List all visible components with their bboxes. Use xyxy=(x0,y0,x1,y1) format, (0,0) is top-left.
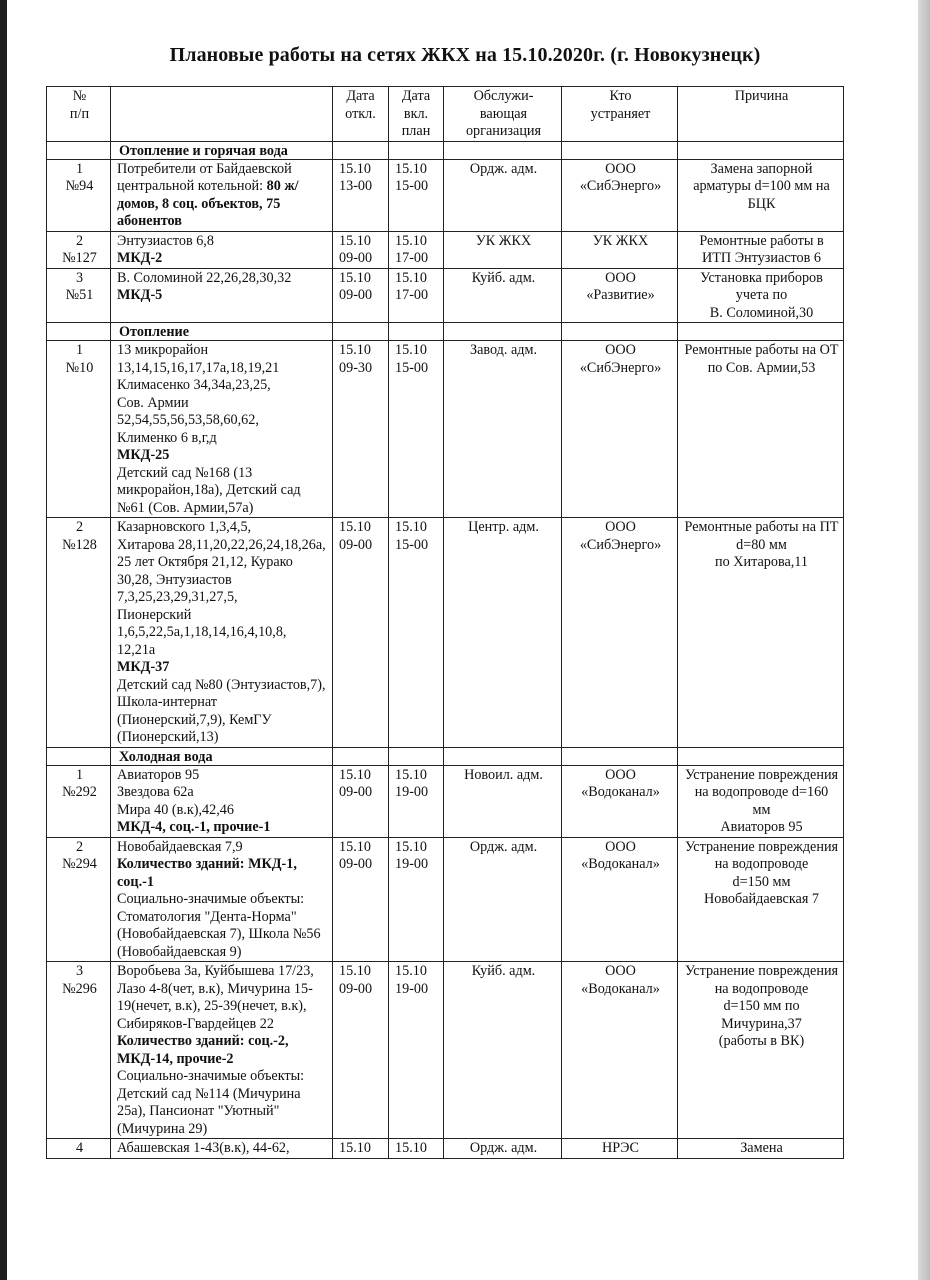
cell-line: МКД-25 xyxy=(117,447,170,463)
cell-line: ООО xyxy=(605,766,636,783)
cell-line: Потребители от Байдаевской центральной котельной: xyxy=(117,160,292,194)
cell-line: 15.10 xyxy=(339,766,371,783)
row-id: №292 xyxy=(62,784,97,800)
cell-date-on xyxy=(389,962,444,1139)
cell-line: Замена xyxy=(740,1140,783,1156)
cell-line: Детский сад №80 (Энтузиастов,7), Школа-интернат (Пионерский,7,9), КемГУ (Пионерский,13) xyxy=(117,676,326,745)
cell-line: 13-00 xyxy=(339,178,373,194)
cell-org: Куйб. адм. xyxy=(444,962,562,1139)
cell-reason xyxy=(678,159,844,231)
cell-who xyxy=(562,231,678,268)
section-blank xyxy=(444,323,562,341)
cell-line: 15-00 xyxy=(395,359,429,376)
table-row xyxy=(47,341,844,518)
table-row xyxy=(47,231,844,268)
row-id: №128 xyxy=(62,536,97,553)
cell-line: Устранение повреждения на водопроводе d=160 мм xyxy=(684,766,839,818)
section-blank xyxy=(389,747,444,765)
cell-address xyxy=(111,268,333,323)
cell-line: ООО xyxy=(605,269,636,286)
cell-line: 15.10 xyxy=(395,766,427,783)
cell-line: МКД-4, соц.-1, прочие-1 xyxy=(117,819,271,835)
cell-line: Новобайдаевская 7 xyxy=(703,891,819,907)
section-blank xyxy=(333,323,389,341)
cell-date-off xyxy=(333,518,389,748)
section-blank xyxy=(389,323,444,341)
cell-line: 15.10 xyxy=(395,160,427,177)
section-row xyxy=(47,141,844,159)
row-id: №51 xyxy=(65,287,94,303)
cell-number xyxy=(47,837,111,962)
cell-line: 09-00 xyxy=(339,856,373,872)
cell-line: 13 микрорайон 13,14,15,16,17,17а,18,19,21 xyxy=(117,342,280,376)
cell-line: Клименко 6 в,г,д xyxy=(117,429,217,446)
cell-line: Климасенко 34,34а,23,25, xyxy=(117,377,271,393)
cell-line: Энтузиастов 6,8 xyxy=(117,232,214,249)
cell-date-on xyxy=(389,837,444,962)
cell-line: «СибЭнерго» xyxy=(579,536,662,553)
cell-line: МКД-5 xyxy=(117,287,163,303)
cell-line: 80 ж/домов, 8 соц. объектов, 75 абонентов xyxy=(117,178,299,229)
cell-line: 15.10 xyxy=(339,269,371,286)
cell-date-off xyxy=(333,231,389,268)
cell-line: НРЭС xyxy=(602,1140,639,1156)
row-index: 1 xyxy=(75,342,84,358)
section-title: Отопление xyxy=(111,323,333,341)
cell-who xyxy=(562,837,678,962)
cell-line: 15.10 xyxy=(395,232,427,249)
cell-line: «Развитие» xyxy=(586,287,655,303)
section-blank xyxy=(444,747,562,765)
row-index: 2 xyxy=(75,519,84,535)
section-blank xyxy=(678,323,844,341)
cell-line: 15.10 xyxy=(395,269,427,286)
cell-who xyxy=(562,962,678,1139)
section-row xyxy=(47,747,844,765)
table-row xyxy=(47,159,844,231)
section-row xyxy=(47,323,844,341)
section-title: Холодная вода xyxy=(111,747,333,765)
cell-line: 19-00 xyxy=(395,784,429,800)
cell-address xyxy=(111,341,333,518)
cell-line: d=150 мм по Мичурина,37 xyxy=(721,998,802,1032)
row-id: №127 xyxy=(62,250,97,266)
cell-line: «Водоканал» xyxy=(581,856,660,872)
section-blank xyxy=(47,141,111,159)
cell-org: Центр. адм. xyxy=(444,518,562,748)
cell-line: Авиаторов 95 xyxy=(117,766,200,783)
cell-date-off xyxy=(333,837,389,962)
table-row xyxy=(47,1139,844,1159)
cell-line: 09-00 xyxy=(339,287,373,303)
cell-number xyxy=(47,765,111,837)
cell-date-on xyxy=(389,268,444,323)
cell-line: d=150 мм xyxy=(732,873,791,890)
cell-line: 15.10 xyxy=(395,519,427,535)
section-blank xyxy=(333,141,389,159)
cell-line: 19-00 xyxy=(395,980,429,997)
cell-line: 15.10 xyxy=(395,838,427,855)
cell-date-off xyxy=(333,1139,389,1159)
cell-line: 15.10 xyxy=(339,519,371,535)
cell-reason xyxy=(678,1139,844,1159)
row-id: №296 xyxy=(62,980,97,997)
cell-reason xyxy=(678,837,844,962)
cell-line: Количество зданий: соц.-2, МКД-14, прочие-2 xyxy=(117,1033,289,1067)
cell-line: 15.10 xyxy=(395,1140,427,1156)
row-index: 4 xyxy=(75,1140,84,1156)
cell-line: 15-00 xyxy=(395,536,429,553)
row-index: 3 xyxy=(75,269,84,286)
cell-reason xyxy=(678,268,844,323)
cell-date-on xyxy=(389,765,444,837)
cell-line: Ремонтные работы на ПТ d=80 мм xyxy=(684,519,839,553)
cell-address xyxy=(111,231,333,268)
cell-address xyxy=(111,837,333,962)
photo-right-edge xyxy=(918,0,930,1280)
cell-line: Абашевская 1-43(в.к), 44-62, xyxy=(117,1140,290,1156)
cell-who xyxy=(562,518,678,748)
cell-address xyxy=(111,765,333,837)
row-index: 2 xyxy=(75,232,84,249)
header-reason: Причина xyxy=(678,87,844,142)
cell-org: Ордж. адм. xyxy=(444,1139,562,1159)
cell-reason xyxy=(678,518,844,748)
cell-line: «СибЭнерго» xyxy=(579,178,662,194)
cell-line: 15.10 xyxy=(339,232,371,249)
cell-who xyxy=(562,1139,678,1159)
cell-reason xyxy=(678,962,844,1139)
table-row xyxy=(47,518,844,748)
cell-line: 17-00 xyxy=(395,287,429,303)
cell-line: 19-00 xyxy=(395,856,429,872)
header-num: № п/п xyxy=(47,87,111,142)
section-blank xyxy=(562,141,678,159)
page-title: Плановые работы на сетях ЖКХ на 15.10.2020г. (г. Новокузнецк) xyxy=(169,44,761,66)
cell-org: Завод. адм. xyxy=(444,341,562,518)
cell-who xyxy=(562,341,678,518)
cell-line: В. Соломиной,30 xyxy=(709,304,814,321)
table-header-row xyxy=(47,87,844,142)
cell-reason xyxy=(678,341,844,518)
row-id: №94 xyxy=(65,178,94,194)
cell-line: Социально-значимые объекты: xyxy=(117,1068,305,1084)
cell-line: Ремонтные работы на ОТ по Сов. Армии,53 xyxy=(684,342,839,376)
cell-line: (работы в ВК) xyxy=(718,1033,805,1049)
section-title: Отопление и горячая вода xyxy=(111,141,333,159)
cell-line: 17-00 xyxy=(395,250,429,266)
cell-line: Новобайдаевская 7,9 xyxy=(117,838,243,855)
cell-line: Мира 40 (в.к),42,46 xyxy=(117,801,234,818)
cell-line: Устранение повреждения на водопроводе xyxy=(684,838,839,872)
table-row xyxy=(47,268,844,323)
cell-line: Детский сад №168 (13 микрорайон,18а), Детский сад №61 (Сов. Армии,57а) xyxy=(117,464,301,516)
cell-line: ООО xyxy=(605,160,636,177)
cell-date-off xyxy=(333,341,389,518)
cell-line: Звездова 62а xyxy=(117,784,194,800)
cell-line: «Водоканал» xyxy=(581,980,660,997)
cell-line: 15-00 xyxy=(395,178,429,194)
cell-line: 09-30 xyxy=(339,359,373,376)
cell-reason xyxy=(678,231,844,268)
cell-number xyxy=(47,1139,111,1159)
table-row xyxy=(47,837,844,962)
cell-date-off xyxy=(333,962,389,1139)
cell-line: Замена запорной арматуры d=100 мм на БЦК xyxy=(693,160,830,212)
cell-line: Социально-значимые объекты: xyxy=(117,891,305,907)
cell-date-on xyxy=(389,341,444,518)
cell-line: 09-00 xyxy=(339,250,373,266)
cell-who xyxy=(562,765,678,837)
section-blank xyxy=(562,747,678,765)
cell-address xyxy=(111,159,333,231)
cell-line: по Хитарова,11 xyxy=(715,554,808,570)
cell-line: Устранение повреждения на водопроводе xyxy=(684,963,839,997)
header-address xyxy=(111,87,333,142)
cell-line: 15.10 xyxy=(395,963,427,979)
cell-address xyxy=(111,962,333,1139)
cell-line: Установка приборов учета по xyxy=(700,269,823,303)
cell-reason xyxy=(678,765,844,837)
cell-address xyxy=(111,1139,333,1159)
cell-number xyxy=(47,341,111,518)
header-date-on: Дата вкл. план xyxy=(389,87,444,142)
table-row xyxy=(47,765,844,837)
cell-line: ООО xyxy=(605,963,636,979)
cell-org: Куйб. адм. xyxy=(444,268,562,323)
section-blank xyxy=(47,747,111,765)
section-blank xyxy=(47,323,111,341)
cell-line: Сов. Армии 52,54,55,56,53,58,60,62, xyxy=(117,394,259,428)
section-blank xyxy=(444,141,562,159)
cell-line: В. Соломиной 22,26,28,30,32 xyxy=(117,269,292,286)
cell-date-off xyxy=(333,765,389,837)
cell-date-on xyxy=(389,1139,444,1159)
cell-line: Хитарова 28,11,20,22,26,24,18,26а, 25 лет Октября 21,12, Курако 30,28, Энтузиастов 7,3,25,23,29,31,27,5, xyxy=(117,536,326,605)
header-date-off: Дата откл. xyxy=(333,87,389,142)
cell-line: ООО xyxy=(605,838,636,855)
section-blank xyxy=(678,141,844,159)
row-id: №294 xyxy=(62,856,97,872)
cell-org: Новоил. адм. xyxy=(444,765,562,837)
cell-number xyxy=(47,962,111,1139)
photo-left-edge xyxy=(0,0,7,1280)
cell-number xyxy=(47,518,111,748)
cell-line: «СибЭнерго» xyxy=(579,359,662,376)
cell-line: Воробьева 3а, Куйбышева 17/23, Лазо 4-8(чет, в.к), Мичурина 15-19(нечет, в.к), 25-39(нечет, в.к), Сибиряков-Гвардейцев 22 xyxy=(117,963,314,1032)
cell-line: 15.10 xyxy=(395,342,427,358)
cell-line: Детский сад №114 (Мичурина 25а), Пансионат "Уютный" (Мичурина 29) xyxy=(117,1085,301,1137)
row-index: 1 xyxy=(75,160,84,177)
section-blank xyxy=(562,323,678,341)
cell-who xyxy=(562,159,678,231)
cell-line: 15.10 xyxy=(339,1140,371,1156)
cell-line: Пионерский 1,6,5,22,5а,1,18,14,16,4,10,8, 12,21а xyxy=(117,606,287,658)
cell-line: 09-00 xyxy=(339,784,373,800)
cell-date-on xyxy=(389,159,444,231)
cell-date-on xyxy=(389,518,444,748)
cell-line: Ремонтные работы в ИТП Энтузиастов 6 xyxy=(699,232,824,266)
row-index: 3 xyxy=(75,963,84,979)
cell-org: Ордж. адм. xyxy=(444,159,562,231)
cell-date-off xyxy=(333,159,389,231)
cell-line: 15.10 xyxy=(339,160,371,177)
cell-number xyxy=(47,268,111,323)
cell-line: УК ЖКХ xyxy=(592,232,649,249)
cell-address xyxy=(111,518,333,748)
row-id: №10 xyxy=(65,359,94,376)
section-blank xyxy=(389,141,444,159)
cell-line: ООО xyxy=(605,342,636,358)
cell-line: ООО xyxy=(605,519,636,535)
cell-date-on xyxy=(389,231,444,268)
cell-line: 15.10 xyxy=(339,342,371,358)
cell-number xyxy=(47,231,111,268)
header-org: Обслужи- вающая организация xyxy=(444,87,562,142)
section-blank xyxy=(678,747,844,765)
cell-date-off xyxy=(333,268,389,323)
cell-line: Количество зданий: МКД-1, соц.-1 xyxy=(117,856,297,890)
table-row xyxy=(47,962,844,1139)
cell-line: МКД-37 xyxy=(117,659,170,675)
cell-line: 09-00 xyxy=(339,980,373,997)
cell-line: «Водоканал» xyxy=(581,784,660,800)
cell-line: 15.10 xyxy=(339,963,371,979)
cell-line: Авиаторов 95 xyxy=(720,819,803,835)
header-who: Кто устраняет xyxy=(562,87,678,142)
schedule-table xyxy=(46,86,844,1159)
cell-org: Ордж. адм. xyxy=(444,837,562,962)
cell-line: Стоматология "Дента-Норма" (Новобайдаевская 7), Школа №56 (Новобайдаевская 9) xyxy=(117,908,321,960)
cell-who xyxy=(562,268,678,323)
row-index: 1 xyxy=(75,766,84,783)
cell-line: МКД-2 xyxy=(117,250,163,266)
cell-org: УК ЖКХ xyxy=(444,231,562,268)
row-index: 2 xyxy=(75,838,84,855)
cell-line: Казарновского 1,3,4,5, xyxy=(117,519,252,535)
cell-number xyxy=(47,159,111,231)
cell-line: 09-00 xyxy=(339,536,373,553)
cell-line: 15.10 xyxy=(339,838,371,855)
section-blank xyxy=(333,747,389,765)
